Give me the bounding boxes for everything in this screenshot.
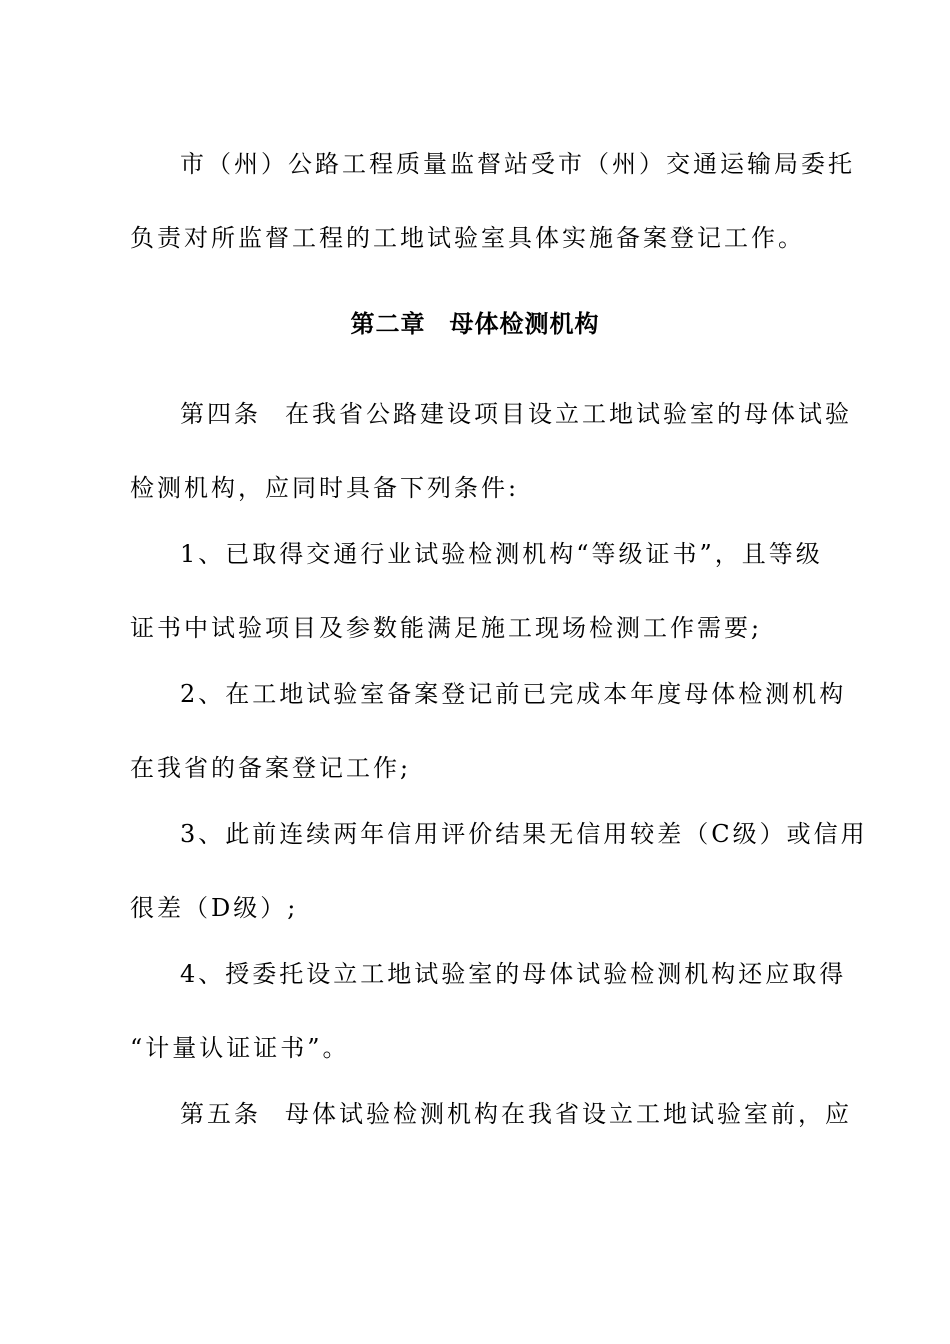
- paragraph-line: [0, 892, 950, 924]
- text-run: 很差（D级）;: [130, 894, 299, 922]
- text-run: “计量认证证书”。: [130, 1034, 350, 1062]
- article-label: 第四条: [180, 400, 261, 428]
- paragraph-line: [0, 1032, 950, 1064]
- list-item-line: [0, 678, 950, 710]
- text-run: 1、已取得交通行业试验检测机构“等级证书”，且等级: [180, 540, 823, 568]
- list-item-line: [0, 958, 950, 990]
- paragraph-line: [0, 472, 950, 504]
- article-line: [0, 1098, 950, 1130]
- article-label: 第五条: [180, 1100, 261, 1128]
- text-run: 市（州）公路工程质量监督站受市（州）交通运输局委托: [180, 150, 855, 178]
- text-run: 在我省公路建设项目设立工地试验室的母体试验: [285, 400, 852, 428]
- text-run: 3、此前连续两年信用评价结果无信用较差（C级）或信用: [180, 820, 868, 848]
- text-run: 在我省的备案登记工作;: [130, 754, 412, 782]
- text-run: 检测机构，应同时具备下列条件:: [130, 474, 520, 502]
- text-run: 4、授委托设立工地试验室的母体试验检测机构还应取得: [180, 960, 847, 988]
- paragraph-line: [0, 222, 950, 254]
- text-run: 2、在工地试验室备案登记前已完成本年度母体检测机构: [180, 680, 847, 708]
- chapter-title: 母体检测机构: [449, 310, 600, 338]
- list-item-line: [0, 538, 950, 570]
- list-item-line: [0, 818, 950, 850]
- chapter-label: 第二章: [350, 310, 426, 338]
- text-run: 负责对所监督工程的工地试验室具体实施备案登记工作。: [130, 224, 805, 252]
- text-run: 母体试验检测机构在我省设立工地试验室前，应: [285, 1100, 852, 1128]
- paragraph-line: [0, 612, 950, 644]
- chapter-heading: [0, 308, 950, 340]
- article-line: [0, 398, 950, 430]
- paragraph-line: [0, 752, 950, 784]
- text-run: 证书中试验项目及参数能满足施工现场检测工作需要;: [130, 614, 763, 642]
- paragraph-line: [0, 148, 950, 180]
